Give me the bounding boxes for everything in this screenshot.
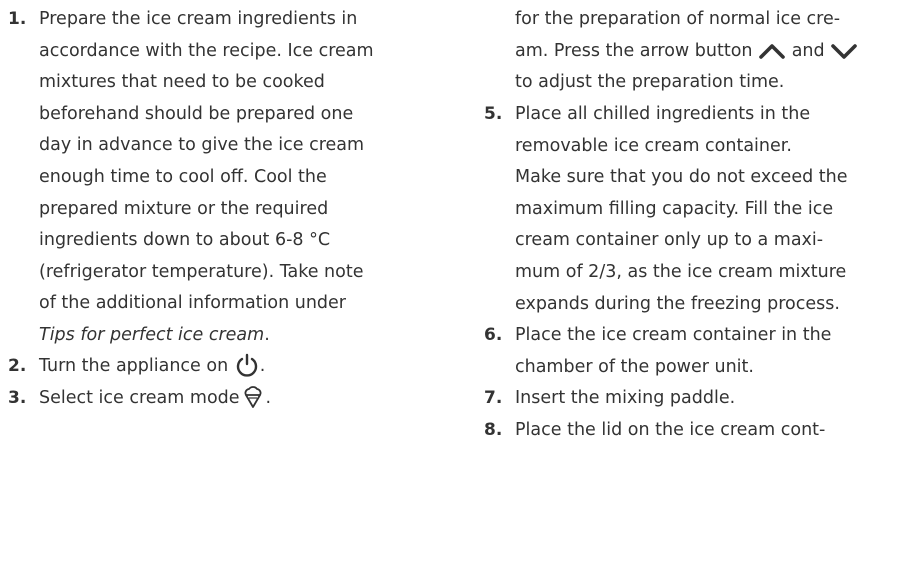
step-text-line: Select ice cream mode . <box>39 383 271 415</box>
step-number: 5. <box>484 104 503 124</box>
step-text-line: expands during the freezing process. <box>515 293 840 314</box>
step-text-line: prepared mixture or the required <box>39 198 329 219</box>
step-text-line: mum of 2/3, as the ice cream mixture <box>515 262 847 282</box>
step-text-line: of the additional information under <box>39 293 347 314</box>
step-number: 3. <box>8 387 27 408</box>
step-text-line: Place the lid on the ice cream cont- <box>515 419 826 440</box>
step-text-line: removable ice cream container. <box>515 135 792 156</box>
step-text-line: Prepare the ice cream ingredients in <box>39 9 358 29</box>
step-number: 8. <box>484 419 503 440</box>
step-text-line: beforehand should be prepared one <box>39 103 354 124</box>
step-text-line: for the preparation of normal ice cre- <box>515 9 841 29</box>
step-text-line: to adjust the preparation time. <box>515 72 785 93</box>
step-text-line: Tips for perfect ice cream. <box>39 325 270 345</box>
step-text-line: Make sure that you do not exceed the <box>515 167 848 188</box>
tips-reference: Tips for perfect ice cream <box>39 325 265 345</box>
step-text-line: (refrigerator temperature). Take note <box>39 261 364 282</box>
step-text-line: maximum filling capacity. Fill the ice <box>515 198 834 219</box>
step-text-line: Place all chilled ingredients in the <box>515 104 811 124</box>
step-text-line: enough time to cool off. Cool the <box>39 167 327 187</box>
step-text-line: Place the ice cream container in the <box>515 325 832 345</box>
ice-cream-cone-icon <box>240 383 266 421</box>
step-number: 6. <box>484 325 503 345</box>
step-text-line: mixtures that need to be cooked <box>39 72 325 93</box>
step-text-line: ingredients down to about 6-8 °C <box>39 230 331 251</box>
step-text-line: cream container only up to a maxi- <box>515 230 824 251</box>
step-text-line: accordance with the recipe. Ice cream <box>39 40 374 61</box>
step-text-line: am. Press the arrow button and <box>515 36 858 68</box>
step-text-line: Insert the mixing paddle. <box>515 388 736 408</box>
step-number: 7. <box>484 388 503 408</box>
step-number: 2. <box>8 356 27 376</box>
step-text-line: chamber of the power unit. <box>515 356 754 377</box>
step-number: 1. <box>8 9 27 29</box>
step-text-line: day in advance to give the ice cream <box>39 135 365 156</box>
step-text-line: Turn the appliance on . <box>39 351 265 383</box>
chevron-down-icon <box>830 40 858 74</box>
